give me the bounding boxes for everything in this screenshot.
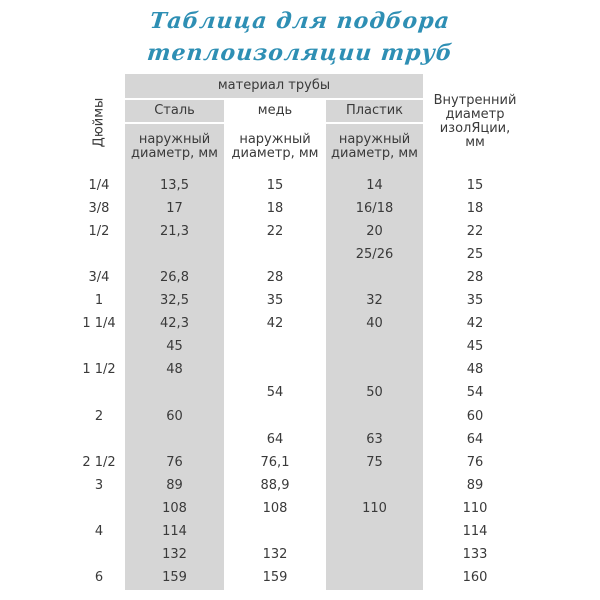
steel-cell: 108 bbox=[162, 500, 187, 516]
copper-cell: 35 bbox=[266, 293, 284, 309]
inch-cell: 1/4 bbox=[88, 177, 110, 193]
plastic-header: Пластик bbox=[326, 100, 423, 122]
plastic-cell bbox=[326, 359, 423, 382]
plastic-cell bbox=[326, 474, 423, 497]
inch-cell bbox=[75, 544, 123, 567]
pipe-insulation-table bbox=[75, 74, 525, 596]
plastic-outer-diam-header: наружный диаметр, мм bbox=[326, 124, 423, 170]
copper-cell: 76,1 bbox=[260, 454, 290, 470]
steel-outer-diam-header: наружный диаметр, мм bbox=[125, 124, 224, 170]
steel-cell: 89 bbox=[166, 477, 183, 493]
inner-cell: 54 bbox=[466, 385, 484, 401]
plastic-cell bbox=[326, 405, 423, 428]
copper-cell bbox=[226, 359, 324, 382]
inner-cell: 160 bbox=[462, 570, 488, 586]
copper-cell: 22 bbox=[266, 223, 284, 239]
page-title-line-2: теплоизоляции труб bbox=[145, 40, 455, 66]
inner-cell: 76 bbox=[466, 454, 484, 470]
copper-cell bbox=[226, 405, 324, 428]
inner-cell: 28 bbox=[466, 269, 484, 285]
plastic-cell: 75 bbox=[366, 454, 383, 470]
plastic-cell: 40 bbox=[366, 316, 383, 332]
copper-cell: 108 bbox=[262, 500, 288, 516]
inch-cell bbox=[75, 382, 123, 405]
inner-cell: 110 bbox=[462, 500, 488, 516]
steel-cell: 76 bbox=[166, 454, 183, 470]
inner-cell: 64 bbox=[466, 431, 484, 447]
copper-outer-diam-header: наружный диаметр, мм bbox=[231, 132, 319, 161]
steel-cell bbox=[125, 243, 224, 266]
inch-cell: 3 bbox=[94, 477, 104, 493]
plastic-cell: 63 bbox=[366, 431, 383, 447]
steel-cell: 32,5 bbox=[160, 293, 189, 309]
inch-cell bbox=[75, 336, 123, 359]
inner-cell: 45 bbox=[466, 339, 484, 355]
plastic-cell: 25/26 bbox=[355, 246, 394, 262]
plastic-cell: 20 bbox=[366, 223, 383, 239]
inner-cell: 22 bbox=[466, 223, 484, 239]
copper-cell bbox=[226, 243, 324, 266]
inch-cell: 1 1/2 bbox=[82, 362, 116, 378]
steel-cell: 159 bbox=[162, 570, 187, 586]
steel-cell: 21,3 bbox=[160, 223, 189, 239]
copper-cell bbox=[226, 336, 324, 359]
inch-cell bbox=[75, 497, 123, 520]
inner-cell: 35 bbox=[466, 293, 484, 309]
inch-cell: 3/8 bbox=[88, 200, 110, 216]
inch-cell: 6 bbox=[94, 570, 104, 586]
inner-cell: 89 bbox=[466, 477, 484, 493]
inner-cell: 18 bbox=[466, 200, 484, 216]
page-title-line-1: Таблица для подбора bbox=[148, 8, 452, 34]
copper-cell: 28 bbox=[266, 269, 284, 285]
inch-cell bbox=[75, 428, 123, 451]
plastic-cell bbox=[326, 544, 423, 567]
plastic-cell: 50 bbox=[366, 385, 383, 401]
steel-cell: 114 bbox=[162, 524, 187, 540]
copper-cell: 54 bbox=[266, 385, 284, 401]
inner-cell: 15 bbox=[466, 177, 484, 193]
copper-cell: 18 bbox=[266, 200, 284, 216]
inch-cell: 4 bbox=[94, 524, 104, 540]
steel-cell: 60 bbox=[166, 408, 183, 424]
steel-cell: 45 bbox=[166, 339, 183, 355]
copper-cell: 132 bbox=[262, 547, 288, 563]
steel-header: Сталь bbox=[125, 100, 224, 122]
steel-cell: 42,3 bbox=[160, 316, 189, 332]
copper-cell bbox=[226, 521, 324, 544]
copper-header: медь bbox=[257, 103, 293, 118]
plastic-cell: 32 bbox=[366, 293, 383, 309]
steel-cell: 48 bbox=[166, 362, 183, 378]
inner-cell: 114 bbox=[462, 524, 488, 540]
plastic-cell bbox=[326, 521, 423, 544]
inch-cell bbox=[75, 243, 123, 266]
plastic-cell bbox=[326, 336, 423, 359]
copper-cell: 15 bbox=[266, 177, 284, 193]
inner-cell: 42 bbox=[466, 316, 484, 332]
steel-cell: 17 bbox=[166, 200, 183, 216]
plastic-cell bbox=[326, 266, 423, 289]
inch-cell: 1/2 bbox=[88, 223, 110, 239]
plastic-cell: 14 bbox=[366, 177, 383, 193]
inch-cell: 3/4 bbox=[88, 269, 110, 285]
steel-cell: 132 bbox=[162, 547, 187, 563]
steel-cell: 13,5 bbox=[160, 177, 189, 193]
plastic-cell: 16/18 bbox=[355, 200, 394, 216]
inner-cell: 25 bbox=[466, 246, 484, 262]
plastic-cell bbox=[326, 567, 423, 590]
copper-cell: 88,9 bbox=[260, 477, 290, 493]
inch-cell: 1 bbox=[94, 293, 104, 309]
inner-cell: 60 bbox=[466, 408, 484, 424]
inches-header: Дюймы bbox=[91, 97, 107, 147]
inch-cell: 2 bbox=[94, 408, 104, 424]
copper-cell: 159 bbox=[262, 570, 288, 586]
plastic-cell: 110 bbox=[362, 500, 387, 516]
inner-cell: 133 bbox=[462, 547, 488, 563]
inner-cell: 48 bbox=[466, 362, 484, 378]
material-header: материал трубы bbox=[125, 74, 423, 98]
steel-cell bbox=[125, 428, 224, 451]
copper-cell: 42 bbox=[266, 316, 284, 332]
copper-cell: 64 bbox=[266, 431, 284, 447]
steel-cell bbox=[125, 382, 224, 405]
steel-cell: 26,8 bbox=[160, 269, 189, 285]
inch-cell: 2 1/2 bbox=[82, 454, 116, 470]
inner-diameter-header: Внутренний диаметр изолЯции, мм bbox=[433, 93, 517, 150]
inch-cell: 1 1/4 bbox=[82, 316, 116, 332]
